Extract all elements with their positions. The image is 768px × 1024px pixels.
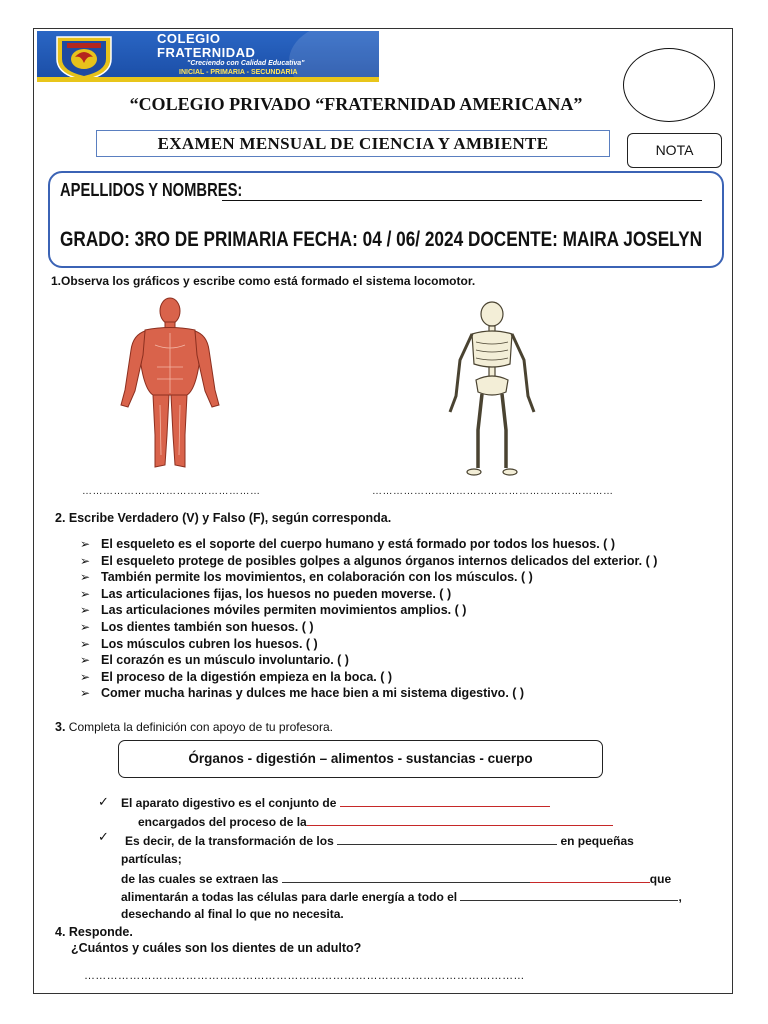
banner-title-line1: COLEGIO xyxy=(157,31,221,46)
answer-blank[interactable] xyxy=(460,890,678,901)
answer-blank[interactable] xyxy=(340,796,550,807)
arrow-bullet-icon: ➢ xyxy=(80,553,91,568)
definition-text: alimentarán a todas las células para darle energía a todo el xyxy=(121,890,458,904)
question-4-text: ¿Cuántos y cuáles son los dientes de un adulto? xyxy=(71,941,362,955)
tf-item-text: También permite los movimientos, en colaboración con los músculos. ( ) xyxy=(101,570,533,585)
tf-item-text: El corazón es un músculo involuntario. ( ) xyxy=(101,653,349,668)
tf-item-text: Comer mucha harinas y dulces me hace bien a mi sistema digestivo. ( ) xyxy=(101,686,525,701)
definition-text: encargados del proceso de la xyxy=(138,815,307,829)
tf-item xyxy=(80,669,725,686)
answer-blank[interactable] xyxy=(337,834,557,845)
definition-line-3 xyxy=(125,834,634,848)
arrow-bullet-icon: ➢ xyxy=(80,619,91,634)
question-2-prompt: 2. Escribe Verdadero (V) y Falso (F), según corresponda. xyxy=(55,511,392,525)
grade-date-teacher-line: GRADO: 3RO DE PRIMARIA FECHA: 04 / 06/ 2024 DOCENTE: MAIRA JOSELYN xyxy=(60,228,703,251)
definition-line-7: desechando al final lo que no necesita. xyxy=(121,907,344,921)
tf-item xyxy=(80,553,725,570)
tf-item xyxy=(80,636,725,653)
arrow-bullet-icon: ➢ xyxy=(80,669,91,684)
tf-item-text: El esqueleto protege de posibles golpes a algunos órganos internos delicados del exterior. ( ) xyxy=(101,553,658,568)
tf-item xyxy=(80,602,725,619)
checkmark-icon: ✓ xyxy=(98,794,109,809)
definition-text: de las cuales se extraen las xyxy=(121,872,279,886)
arrow-bullet-icon: ➢ xyxy=(80,586,91,601)
tf-item xyxy=(80,652,725,669)
arrow-bullet-icon: ➢ xyxy=(80,636,91,651)
student-name-field[interactable] xyxy=(222,200,702,201)
tf-item-text: El proceso de la digestión empieza en la boca. ( ) xyxy=(101,669,393,684)
q4-answer-line[interactable]: ……………………………………………………………………………………………………… xyxy=(84,970,525,982)
muscular-system-figure xyxy=(95,295,245,475)
nota-box: NOTA xyxy=(627,133,722,168)
arrow-bullet-icon: ➢ xyxy=(80,537,91,551)
skeletal-system-figure xyxy=(420,300,570,480)
definition-line-1 xyxy=(121,796,550,810)
definition-text: El aparato digestivo es el conjunto de xyxy=(121,796,337,810)
definition-text: Es decir, de la transformación de los xyxy=(125,834,334,848)
definition-text: en pequeñas xyxy=(560,834,634,848)
school-name: “COLEGIO PRIVADO “FRATERNIDAD AMERICANA” xyxy=(129,94,583,114)
tf-item-text: Las articulaciones móviles permiten movimientos amplios. ( ) xyxy=(101,603,467,618)
question-4-title: 4. Responde. xyxy=(55,925,133,939)
tf-item xyxy=(80,586,725,603)
banner-decoration xyxy=(289,31,379,82)
school-banner xyxy=(37,31,379,82)
arrow-bullet-icon: ➢ xyxy=(80,570,91,585)
banner-title-line2: FRATERNIDAD xyxy=(157,45,256,60)
arrow-bullet-icon: ➢ xyxy=(80,603,91,618)
true-false-list xyxy=(80,536,725,702)
tf-item-text: Los músculos cubren los huesos. ( ) xyxy=(101,636,318,651)
word-bank-box: Órganos - digestión – alimentos - sustancias - cuerpo xyxy=(118,740,603,778)
exam-title: EXAMEN MENSUAL DE CIENCIA Y AMBIENTE xyxy=(96,130,610,157)
banner-slogan: "Creciendo con Calidad Educativa" xyxy=(187,60,305,67)
question-1-prompt: 1.Observa los gráficos y escribe como está formado el sistema locomotor. xyxy=(51,274,476,288)
definition-line-4: partículas; xyxy=(121,852,182,866)
tf-item-text: Los dientes también son huesos. ( ) xyxy=(101,619,314,634)
definition-line-2 xyxy=(138,815,613,829)
banner-levels: INICIAL - PRIMARIA - SECUNDARIA xyxy=(179,69,298,76)
q1-answer-line-left[interactable]: …………………………………………… xyxy=(82,486,261,497)
tf-item xyxy=(80,685,725,702)
arrow-bullet-icon: ➢ xyxy=(80,653,91,668)
definition-text: que xyxy=(649,872,672,886)
tf-item xyxy=(80,569,725,586)
definition-line-6 xyxy=(121,890,682,904)
question-4 xyxy=(55,924,361,956)
question-3-prompt xyxy=(55,720,333,734)
answer-blank[interactable] xyxy=(282,872,530,883)
definition-text: , xyxy=(678,890,682,904)
question-3-text: Completa la definición con apoyo de tu profesora. xyxy=(68,720,333,734)
answer-blank[interactable] xyxy=(307,815,613,826)
checkmark-icon: ✓ xyxy=(98,829,109,844)
school-crest-logo xyxy=(51,33,117,81)
banner-title xyxy=(157,32,255,60)
q1-answer-line-right[interactable]: …………………………………………………………… xyxy=(372,486,614,497)
tf-item xyxy=(80,536,725,553)
arrow-bullet-icon: ➢ xyxy=(80,686,91,701)
tf-item-text: Las articulaciones fijas, los huesos no pueden moverse. ( ) xyxy=(101,586,452,601)
student-name-label: APELLIDOS Y NOMBRES: xyxy=(60,180,243,200)
tf-item-text: El esqueleto es el soporte del cuerpo humano y está formado por todos los huesos. ( ) xyxy=(101,537,615,551)
answer-blank[interactable] xyxy=(530,872,650,883)
question-3-number: 3. xyxy=(55,720,66,734)
definition-line-5 xyxy=(121,872,671,886)
tf-item xyxy=(80,619,725,636)
